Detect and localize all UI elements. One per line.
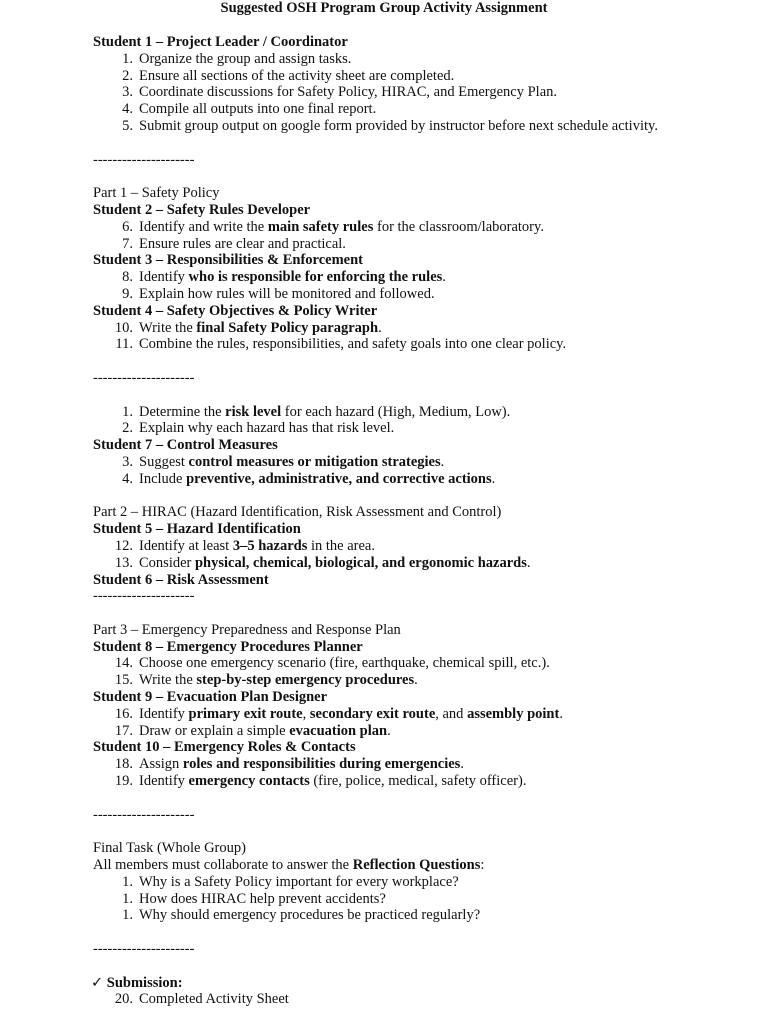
list-item: 14. Choose one emergency scenario (fire, earthquake, chemical spill, etc.). bbox=[114, 655, 550, 672]
student3-heading: Student 3 – Responsibilities & Enforcement bbox=[93, 252, 364, 269]
list-item: 4. Include preventive, administrative, and corrective actions. bbox=[122, 470, 496, 487]
list-item: 15. Write the step-by-step emergency procedures. bbox=[114, 672, 418, 689]
list-item: 3. Coordinate discussions for Safety Policy, HIRAC, and Emergency Plan. bbox=[122, 84, 558, 101]
list-item: 9. Explain how rules will be monitored and followed. bbox=[122, 285, 435, 302]
document-body bbox=[93, 34, 743, 1008]
list-item: 13. Consider physical, chemical, biological, and ergonomic hazards. bbox=[114, 554, 531, 571]
list-item: 6. Identify and write the main safety rules for the classroom/laboratory. bbox=[122, 218, 544, 235]
list-item: 1. Organize the group and assign tasks. bbox=[122, 50, 352, 67]
student8-heading: Student 8 – Emergency Procedures Planner bbox=[93, 638, 363, 655]
student6-heading: Student 6 – Risk Assessment bbox=[93, 571, 269, 588]
separator: --------------------- bbox=[93, 369, 195, 386]
separator: --------------------- bbox=[93, 588, 195, 605]
checkmark-icon: ✓ bbox=[91, 974, 104, 991]
list-item: 18. Assign roles and responsibilities during emergencies. bbox=[114, 756, 464, 773]
separator: --------------------- bbox=[93, 806, 195, 823]
student10-heading: Student 10 – Emergency Roles & Contacts bbox=[93, 739, 356, 756]
list-item: 3. Suggest control measures or mitigation strategies. bbox=[122, 453, 445, 470]
list-item: 2. Ensure all sections of the activity sheet are completed. bbox=[122, 67, 455, 84]
part3-heading: Part 3 – Emergency Preparedness and Response Plan bbox=[93, 621, 401, 638]
student4-heading: Student 4 – Safety Objectives & Policy Writer bbox=[93, 302, 378, 319]
document-title: Suggested OSH Program Group Activity Assignment bbox=[220, 0, 548, 16]
separator: --------------------- bbox=[93, 941, 195, 958]
student1-heading: Student 1 – Project Leader / Coordinator bbox=[93, 34, 348, 50]
student2-heading: Student 2 – Safety Rules Developer bbox=[93, 201, 311, 218]
student7-heading: Student 7 – Control Measures bbox=[93, 437, 278, 454]
list-item: 1. How does HIRAC help prevent accidents? bbox=[122, 890, 386, 907]
final-heading: Final Task (Whole Group) bbox=[93, 840, 246, 857]
list-item: 17. Draw or explain a simple evacuation plan. bbox=[114, 722, 391, 739]
list-item: 12. Identify at least 3–5 hazards in the area. bbox=[114, 537, 375, 554]
list-item: 19. Identify emergency contacts (fire, police, medical, safety officer). bbox=[114, 773, 527, 790]
student9-heading: Student 9 – Evacuation Plan Designer bbox=[93, 689, 328, 706]
list-item: 2. Explain why each hazard has that risk level. bbox=[122, 420, 395, 437]
list-item: 11. Combine the rules, responsibilities, and safety goals into one clear policy. bbox=[115, 336, 567, 353]
final-intro: All members must collaborate to answer the Reflection Questions: bbox=[93, 857, 485, 874]
list-item: 1. Determine the risk level for each hazard (High, Medium, Low). bbox=[122, 403, 511, 420]
student5-heading: Student 5 – Hazard Identification bbox=[93, 521, 301, 538]
part1-heading: Part 1 – Safety Policy bbox=[93, 185, 220, 202]
list-item: 7. Ensure rules are clear and practical. bbox=[122, 235, 346, 252]
submission-heading: ✓ Submission: bbox=[91, 974, 183, 991]
part2-heading: Part 2 – HIRAC (Hazard Identification, Risk Assessment and Control) bbox=[93, 504, 502, 521]
list-item: 8. Identify who is responsible for enforcing the rules. bbox=[122, 269, 446, 286]
list-item: 5. Submit group output on google form provided by instructor before next schedule activity. bbox=[122, 117, 658, 134]
list-item: 16. Identify primary exit route, secondary exit route, and assembly point. bbox=[114, 705, 563, 722]
separator: --------------------- bbox=[93, 151, 195, 168]
list-item: 1. Why is a Safety Policy important for every workplace? bbox=[122, 873, 459, 890]
list-item: 4. Compile all outputs into one final report. bbox=[122, 101, 377, 118]
list-item: 20. Completed Activity Sheet bbox=[114, 991, 289, 1008]
list-item: 10. Write the final Safety Policy paragraph. bbox=[114, 319, 382, 336]
list-item: 1. Why should emergency procedures be practiced regularly? bbox=[122, 907, 481, 924]
